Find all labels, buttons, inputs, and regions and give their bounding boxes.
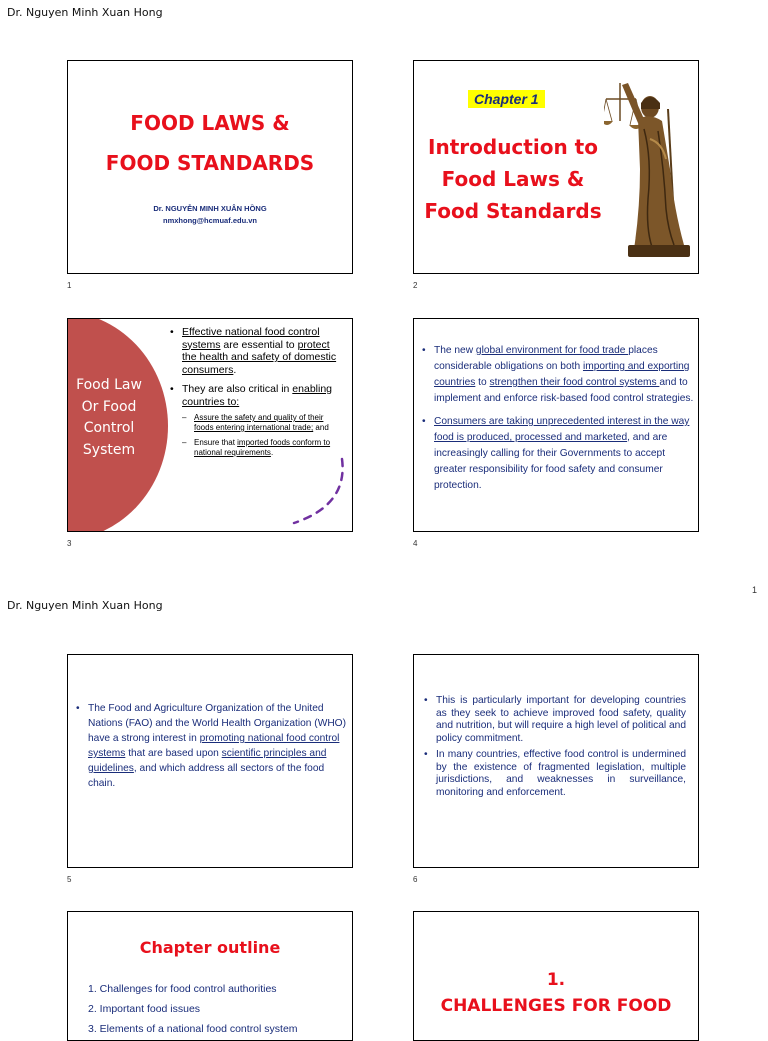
- outline-item: 3. Elements of a national food control system: [88, 1023, 298, 1035]
- slide-number: 4: [413, 539, 418, 548]
- bullet-content: [422, 343, 698, 494]
- chapter-title: [418, 131, 608, 227]
- underlined-text: promoting national food control systems: [88, 733, 340, 759]
- text: places considerable obligations on both: [434, 345, 658, 372]
- underlined-text: strengthen their food control systems: [489, 377, 660, 388]
- list-item: [76, 701, 352, 791]
- list-item: [170, 383, 340, 458]
- side-label-line: System: [82, 441, 136, 458]
- slide-number: 2: [413, 281, 418, 290]
- slide-title-line: FOOD STANDARDS: [105, 151, 315, 175]
- text: The new: [434, 345, 476, 356]
- text: They are also critical in: [182, 383, 293, 395]
- underlined-text: enabling countries to:: [182, 383, 332, 408]
- slide-number: 3: [67, 539, 72, 548]
- bullet-content: [424, 695, 686, 799]
- side-label: [68, 375, 150, 461]
- outline-item: 2. Important food issues: [88, 1003, 201, 1015]
- list-item: [422, 414, 698, 494]
- list-item: • This is particularly important for developing countries as they seek to achieve improved food safety, quality and nutrition, but will require a high level of political and policy commitment.: [424, 695, 686, 745]
- side-label-line: Food Law: [76, 377, 142, 393]
- list-item: [422, 343, 698, 407]
- underlined-text: Assure the safety and quality of their foods entering international trade;: [194, 413, 324, 432]
- chapter-title-line: Introduction to: [428, 135, 598, 159]
- author-name: Dr. NGUYỄN MINH XUÂN HỒNG: [153, 204, 267, 213]
- page-number: 1: [752, 585, 758, 595]
- section-title: CHALLENGES FOR FOOD: [440, 996, 672, 1016]
- chapter-title-line: Food Standards: [424, 199, 602, 223]
- text: and to implement and enforce risk-based food control strategies.: [434, 377, 694, 404]
- underlined-text: global environment for food trade: [475, 345, 629, 356]
- underlined-text: protect the health and safety of domestic consumers: [182, 338, 337, 376]
- author-email: nmxhong@hcmuaf.edu.vn: [163, 216, 257, 225]
- slide-number: 6: [413, 875, 418, 884]
- slide-8-challenges: [413, 911, 699, 1041]
- sub-list-item: [182, 438, 340, 458]
- page-header: Dr. Nguyen Minh Xuan Hong: [7, 599, 163, 612]
- text: .: [270, 448, 274, 457]
- chapter-badge: Chapter 1: [468, 90, 545, 108]
- slide-2-chapter: [413, 60, 699, 274]
- outline-item: 1. Challenges for food control authorities: [88, 983, 277, 995]
- list-item: • In many countries, effective food control is undermined by the existence of fragmented legislation, multiple jurisdictions, and weaknesses in surveillance, monitoring and enforcement.: [424, 749, 686, 799]
- page-header: Dr. Nguyen Minh Xuan Hong: [7, 6, 163, 19]
- bullet-content: [170, 326, 340, 463]
- slide-number: 5: [67, 875, 72, 884]
- text: , and which address all sectors of the food chain.: [88, 763, 325, 789]
- slide-6-developing-countries: [413, 654, 699, 868]
- text: that are based upon: [125, 748, 222, 759]
- slide-7-chapter-outline: [67, 911, 353, 1041]
- underlined-text: Consumers are taking unprecedented interest in the way food is produced, processed and marketed: [434, 416, 690, 443]
- slide-3-food-law: [67, 318, 353, 532]
- outline-title: Chapter outline: [139, 938, 281, 957]
- sub-list-item: [182, 413, 340, 433]
- side-label-line: Or Food: [81, 398, 137, 415]
- outline-list: [88, 979, 348, 1039]
- slide-5-fao-who: [67, 654, 353, 868]
- underlined-text: importing and exporting countries: [434, 361, 690, 388]
- text: , and are increasingly calling for their Governments to accept greater responsibility for food safety and consumer protection.: [434, 432, 668, 491]
- slide-number: 1: [67, 281, 72, 290]
- underlined-text: scientific principles and guidelines: [88, 748, 327, 774]
- text: to: [475, 377, 490, 388]
- list-item: [170, 326, 340, 376]
- slide-title-line: FOOD LAWS &: [130, 111, 290, 135]
- underlined-text: imported foods conform to national requirements: [194, 438, 331, 457]
- text: The Food and Agriculture Organization of the United Nations (FAO) and the World Health Organization (WHO) have a strong interest in: [88, 703, 346, 744]
- lady-justice-statue-image: [604, 69, 696, 259]
- chapter-title-line: Food Laws &: [441, 167, 585, 191]
- slide-1-title: [67, 60, 353, 274]
- text: Ensure that: [194, 438, 238, 447]
- slide-4-global-trade: [413, 318, 699, 532]
- text: .: [233, 363, 237, 376]
- underlined-text: Effective national food control systems: [182, 326, 320, 351]
- text: are essential to: [220, 338, 298, 351]
- section-number: 1.: [546, 970, 566, 990]
- dashed-arc-decoration: [290, 457, 346, 529]
- bullet-content: [76, 701, 352, 791]
- text: and: [313, 423, 329, 432]
- side-label-line: Control: [83, 420, 135, 436]
